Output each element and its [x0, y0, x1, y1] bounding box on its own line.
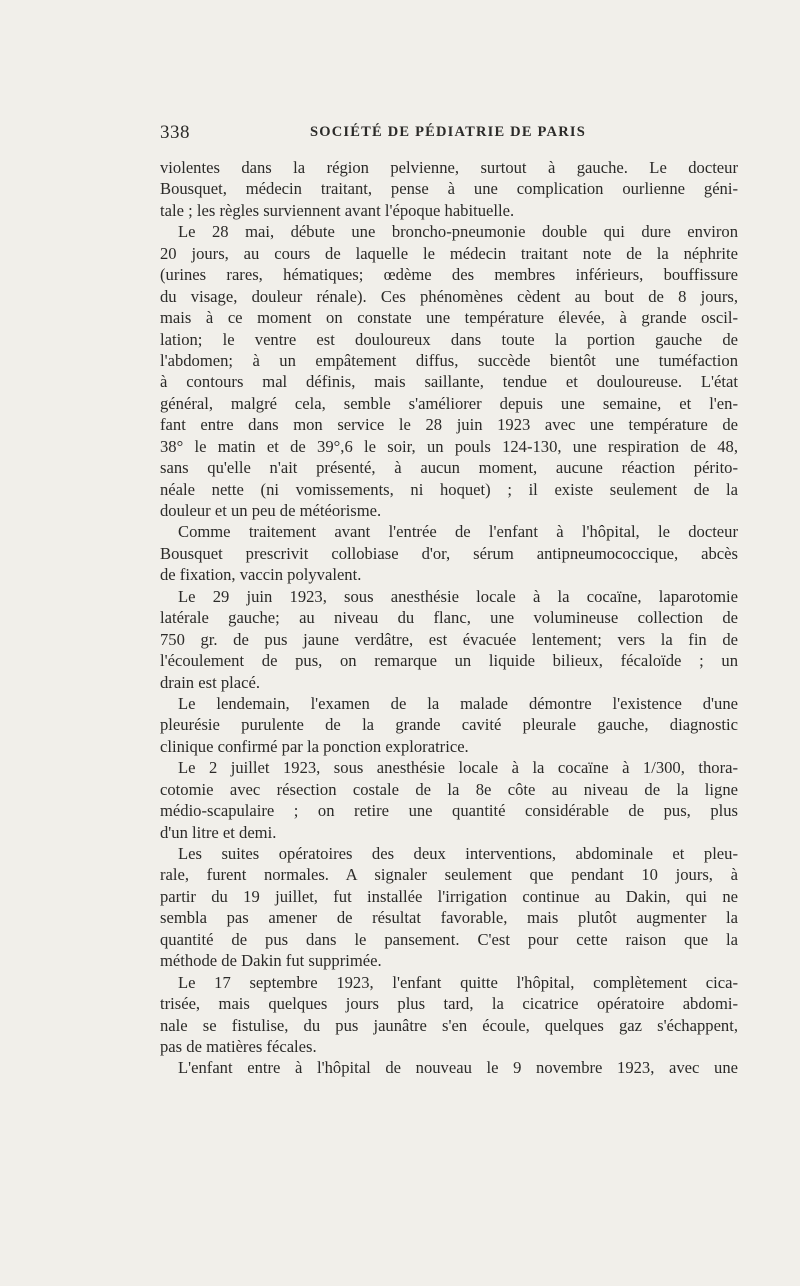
text-line: Le 2 juillet 1923, sous anesthésie locale à la cocaïne à 1/300, thora- — [178, 758, 738, 778]
page-number: 338 — [160, 122, 190, 143]
text-line: mais à ce moment on constate une température élevée, à grande oscil- — [160, 308, 738, 328]
text-line: sembla pas amener de résultat favorable, mais plutôt augmenter la — [160, 908, 738, 928]
text-line: néale nette (ni vomissements, ni hoquet) ; il existe seulement de la — [160, 479, 738, 499]
text-line: douleur et un peu de météorisme. — [160, 501, 382, 520]
text-line: Le 17 septembre 1923, l'enfant quitte l'hôpital, complètement cica- — [178, 972, 738, 992]
text-line: violentes dans la région pelvienne, surtout à gauche. Le docteur — [160, 158, 738, 177]
text-line: drain est placé. — [160, 672, 260, 692]
text-line: quantité de pus dans le pansement. C'est pour cette raison que la — [160, 929, 738, 949]
body-text — [160, 157, 738, 1079]
text-line: nale se fistulise, du pus jaunâtre s'en écoule, quelques gaz s'échappent, — [160, 1015, 738, 1035]
text-line: latérale gauche; au niveau du flanc, une volumineuse collection de — [160, 608, 738, 628]
text-line: tale ; les règles surviennent avant l'époque habituelle. — [160, 200, 515, 220]
text-line: à contours mal définis, mais saillante, tendue et douloureuse. L'état — [160, 372, 738, 392]
text-line: médio-scapulaire ; on retire une quantité considérable de pus, plus — [160, 801, 738, 821]
text-line: L'enfant entre à l'hôpital de nouveau le 9 novembre 1923, avec une — [178, 1058, 738, 1078]
text-line: pleurésie purulente de la grande cavité pleurale gauche, diagnostic — [160, 715, 738, 735]
text-line: du visage, douleur rénale). Ces phénomènes cèdent au bout de 8 jours, — [160, 286, 738, 306]
text-line: Les suites opératoires des deux interventions, abdominale et pleu- — [178, 844, 738, 863]
text-line: trisée, mais quelques jours plus tard, la cicatrice opératoire abdomi- — [160, 994, 738, 1014]
text-line: 20 jours, au cours de laquelle le médecin traitant note de la néphrite — [160, 243, 738, 263]
text-line: (urines rares, hématiques; œdème des membres inférieurs, bouffissure — [160, 265, 738, 285]
running-head — [160, 122, 738, 146]
text-line: 38° le matin et de 39°,6 le soir, un pouls 124-130, une respiration de 48, — [160, 436, 738, 456]
text-line: Le lendemain, l'examen de la malade démontre l'existence d'une — [178, 693, 738, 713]
text-line: Bousquet prescrivit collobiase d'or, sérum antipneumococcique, abcès — [160, 543, 738, 563]
text-line: lation; le ventre est douloureux dans toute la portion gauche de — [160, 329, 738, 349]
text-line: méthode de Dakin fut supprimée. — [160, 951, 382, 971]
running-title: SOCIÉTÉ DE PÉDIATRIE DE PARIS — [310, 124, 586, 140]
text-line: l'écoulement de pus, on remarque un liquide bilieux, fécaloïde ; un — [160, 651, 738, 671]
text-line: Le 29 juin 1923, sous anesthésie locale à la cocaïne, laparotomie — [178, 586, 738, 606]
text-line: 750 gr. de pus jaune verdâtre, est évacuée lentement; vers la fin de — [160, 629, 738, 649]
text-line: rale, furent normales. A signaler seulement que pendant 10 jours, à — [160, 865, 738, 885]
text-line: Comme traitement avant l'entrée de l'enfant à l'hôpital, le docteur — [178, 522, 738, 542]
text-line: Le 28 mai, débute une broncho-pneumonie double qui dure environ — [178, 222, 738, 242]
text-line: de fixation, vaccin polyvalent. — [160, 565, 362, 585]
text-line: général, malgré cela, semble s'améliorer depuis une semaine, et l'en- — [160, 393, 738, 413]
text-line: l'abdomen; à un empâtement diffus, succède bientôt une tuméfaction — [160, 350, 738, 370]
text-line: Bousquet, médecin traitant, pense à une complication ourlienne géni- — [160, 179, 738, 199]
text-line: clinique confirmé par la ponction exploratrice. — [160, 736, 469, 756]
text-line: pas de matières fécales. — [160, 1036, 317, 1056]
text-line: fant entre dans mon service le 28 juin 1923 avec une température de — [160, 415, 738, 435]
text-line: d'un litre et demi. — [160, 822, 277, 842]
text-line: sans qu'elle n'ait présenté, à aucun moment, aucune réaction périto- — [160, 458, 738, 478]
text-line: cotomie avec résection costale de la 8e côte au niveau de la ligne — [160, 779, 738, 799]
text-line: partir du 19 juillet, fut installée l'irrigation continue au Dakin, qui ne — [160, 886, 738, 906]
